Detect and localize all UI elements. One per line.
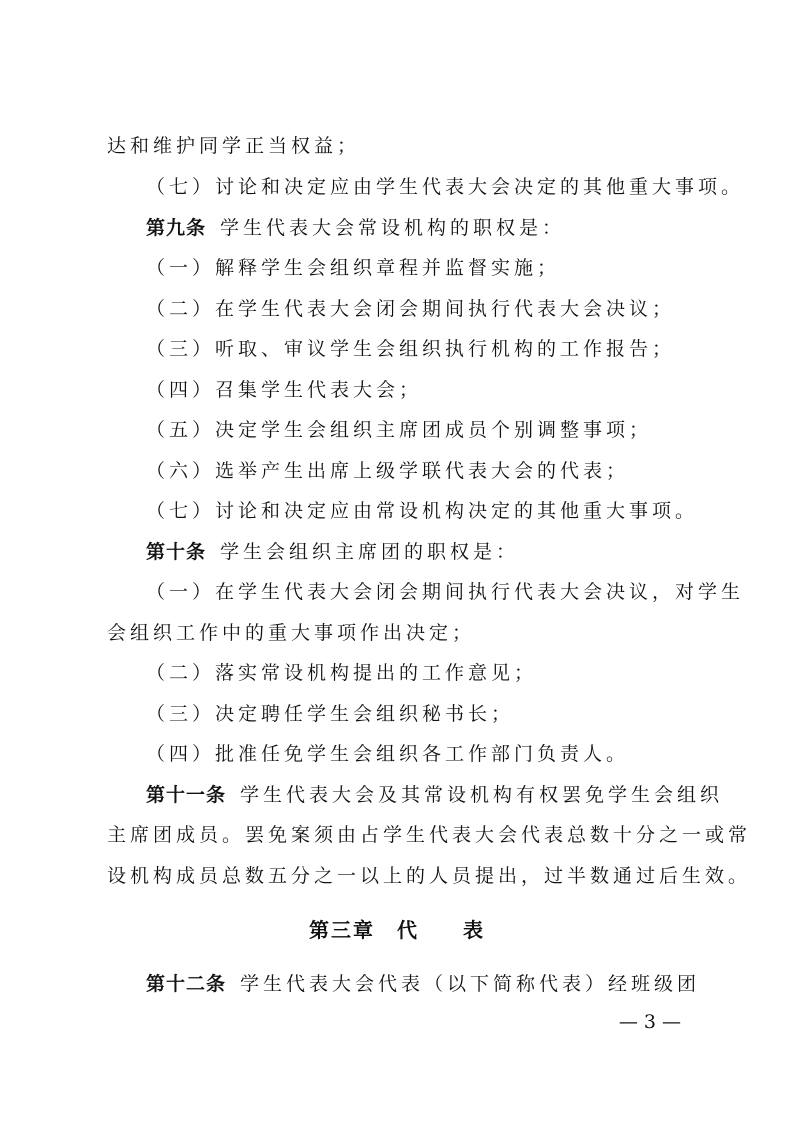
paragraph-line: （一）在学生代表大会闭会期间执行代表大会决议，对学生 [146, 581, 745, 603]
paragraph-line: 达和维护同学正当权益； [107, 135, 361, 157]
paragraph-line: （七）讨论和决定应由常设机构决定的其他重大事项。 [146, 500, 699, 522]
article-9 [146, 216, 697, 240]
article-label: 第十一条 [146, 784, 227, 806]
paragraph-line: 设机构成员总数五分之一以上的人员提出，过半数通过后生效。 [107, 865, 752, 887]
page-number: — 3 — [618, 1011, 681, 1033]
paragraph-line: （四）召集学生代表大会； [146, 379, 423, 401]
paragraph-line: （六）选举产生出席上级学联代表大会的代表； [146, 460, 630, 482]
article-label: 第九条 [146, 217, 207, 239]
article-text: 学生会组织主席团的职权是： [220, 541, 520, 563]
paragraph-line: （二）落实常设机构提出的工作意见； [146, 662, 538, 684]
paragraph-line: （二）在学生代表大会闭会期间执行代表大会决议； [146, 298, 676, 320]
paragraph-line: 会组织工作中的重大事项作出决定； [107, 622, 476, 644]
article-11 [146, 783, 724, 807]
paragraph-line: （七）讨论和决定应由学生代表大会决定的其他重大事项。 [146, 176, 745, 198]
article-label: 第十二条 [146, 973, 227, 995]
article-text: 学生代表大会常设机构的职权是： [220, 217, 566, 239]
paragraph-line: （三）决定聘任学生会组织秘书长； [146, 703, 515, 725]
paragraph-line: 主席团成员。罢免案须由占学生代表大会代表总数十分之一或常 [107, 824, 752, 846]
paragraph-line: （一）解释学生会组织章程并监督实施； [146, 257, 561, 279]
paragraph-line: （五）决定学生会组织主席团成员个别调整事项； [146, 419, 653, 441]
article-text: 学生代表大会及其常设机构有权罢免学生会组织 [240, 784, 724, 806]
paragraph-line: （三）听取、审议学生会组织执行机构的工作报告； [146, 338, 676, 360]
chapter-heading: 第三章 代 表 [309, 918, 485, 942]
article-label: 第十条 [146, 541, 207, 563]
article-10 [146, 540, 697, 564]
paragraph-line: （四）批准任免学生会组织各工作部门负责人。 [146, 743, 630, 765]
article-text: 学生代表大会代表（以下简称代表）经班级团 [240, 973, 701, 995]
article-12 [146, 972, 701, 996]
